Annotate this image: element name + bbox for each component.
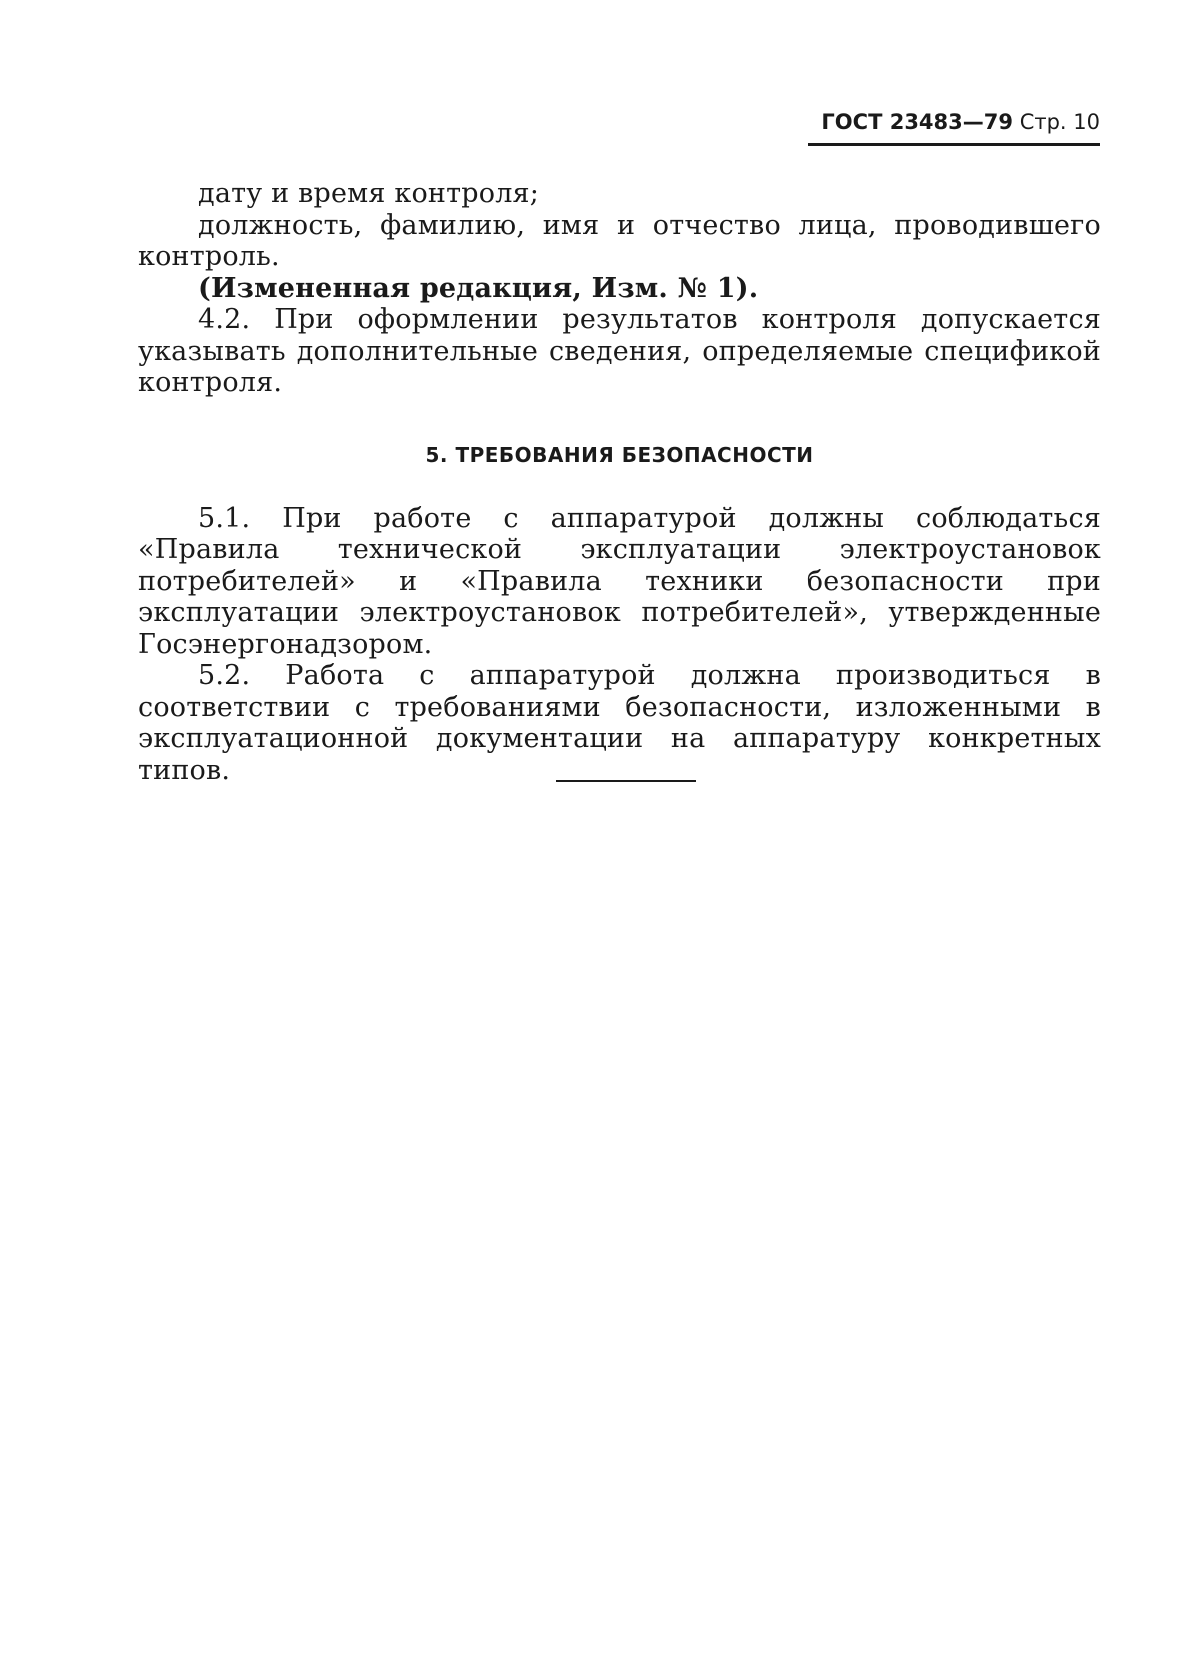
paragraph-5-2: 5.2. Работа с аппаратурой должна производиться в соответствии с требованиями безопасности, изложенными в эксплуатационной документации на аппаратуру конкретных типов. [138,660,1101,786]
document-id: ГОСТ 23483—79 [821,110,1013,134]
page-number: Стр. 10 [1019,110,1100,134]
revision-note: (Измененная редакция, Изм. № 1). [198,272,759,304]
section-title-safety: 5. ТРЕБОВАНИЯ БЕЗОПАСНОСТИ [425,442,814,467]
paragraph-inspector: должность, фамилию, имя и отчество лица, проводившего контроль. [138,209,1101,272]
document-body [138,178,1101,786]
header-divider [808,143,1100,146]
end-divider [556,780,696,782]
paragraph-5-1: 5.1. При работе с аппаратурой должны соблюдаться «Правила технической эксплуатации электроустановок потребителей» и «Правила техники безопасности при эксплуатации электроустановок потребителей», утвержденные Госэнергонадзором. [138,502,1101,660]
paragraph-4-2: 4.2. При оформлении результатов контроля допускается указывать дополнительные сведения, определяемые спецификой контроля. [138,304,1101,398]
page-header [808,110,1100,134]
paragraph-date-time: дату и время контроля; [198,178,540,209]
